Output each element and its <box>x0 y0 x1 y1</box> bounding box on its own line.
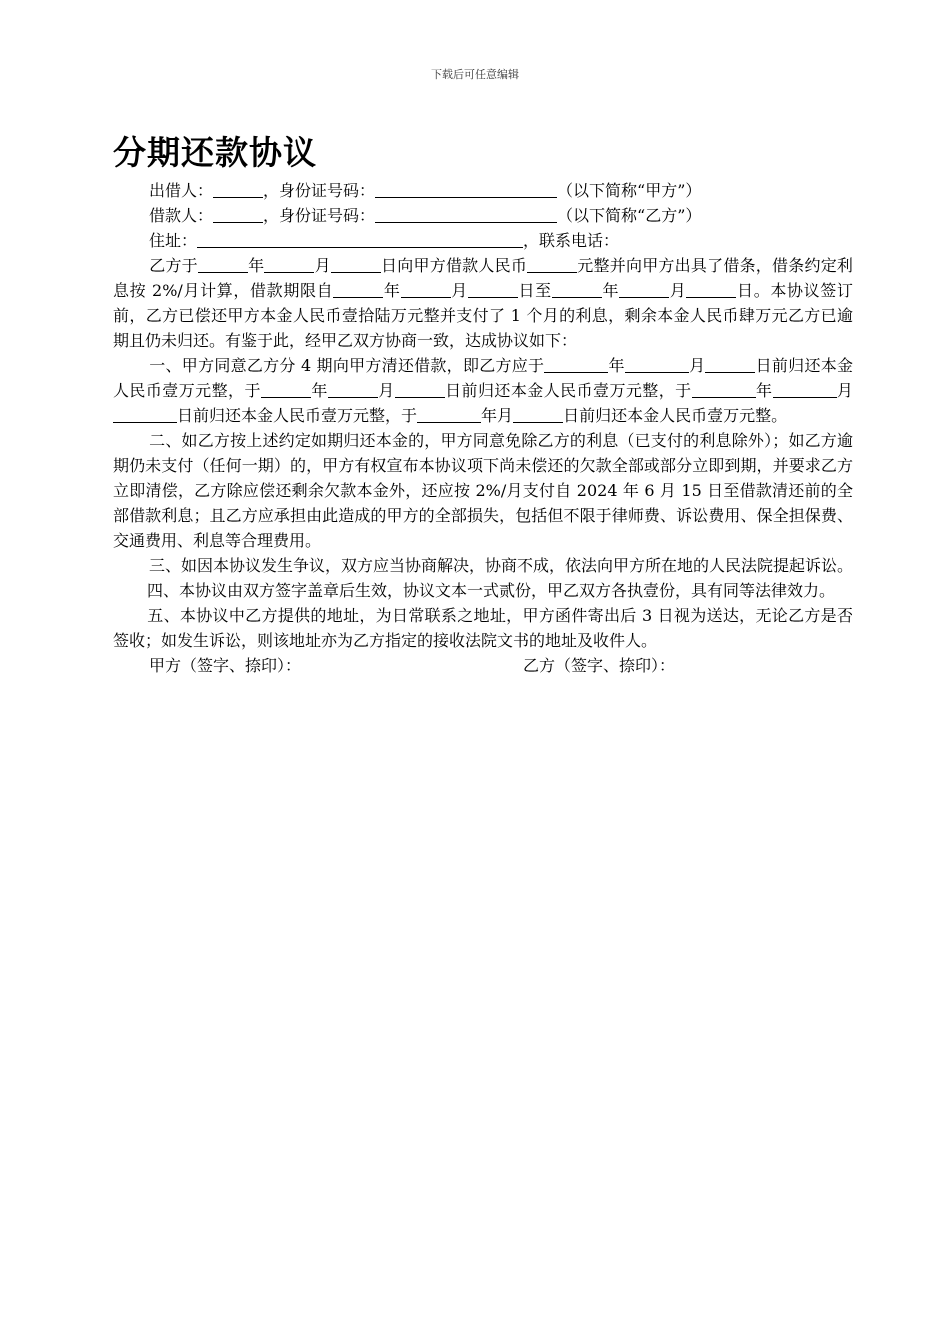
year-label: 年 <box>247 256 265 275</box>
lender-line <box>113 178 853 203</box>
clause-5-text: 五、本协议中乙方提供的地址，为日常联系之地址，甲方函件寄出后 3 日视为送达，无论乙方是否签收；如发生诉讼，则该地址亦为乙方指定的接收法院文书的地址及收件人。 <box>113 606 853 650</box>
year-label: 年 <box>310 381 328 400</box>
blank <box>264 256 314 273</box>
month-label: 月 <box>836 381 853 400</box>
blank <box>705 356 755 373</box>
borrower-name-blank <box>213 206 263 223</box>
document-title: 分期还款协议 <box>113 133 317 172</box>
intro-text: 日向甲方借款人民币 <box>380 256 528 275</box>
blank <box>113 406 177 423</box>
blank <box>692 381 756 398</box>
lender-id-blank <box>375 181 557 198</box>
borrower-alias: （以下简称“乙方”） <box>557 206 702 225</box>
clause-1-text: 。 <box>771 406 788 425</box>
clause-1-text: ，于 <box>658 381 692 400</box>
blank <box>328 381 378 398</box>
month-label: 月 <box>314 256 331 275</box>
month-label: 月 <box>450 281 468 300</box>
installment-text: 日前归还本金人民币壹万元整 <box>563 406 772 425</box>
header-note: 下载后可任意编辑 <box>431 68 519 81</box>
document-body <box>113 178 853 678</box>
clause-1-text: ，于 <box>228 381 261 400</box>
blank <box>417 406 481 423</box>
borrower-label: 借款人： <box>149 206 214 225</box>
blank <box>619 281 669 298</box>
lender-name-blank <box>213 181 263 198</box>
month-label: 月 <box>497 406 514 425</box>
installment-text: 日前归还本金人民币壹万元整 <box>177 406 386 425</box>
intro-text: 日。本协议签订前，乙方已偿还甲方本金人民币壹拾陆万元整并支付了 1 个月的利息，剩余本金人民币肆万元乙方已逾期且仍未归还。有鉴于此，经甲乙双方协商一致，达成协议如下： <box>113 281 853 350</box>
blank <box>773 381 837 398</box>
year-label: 年 <box>383 281 401 300</box>
clause-2 <box>113 428 853 553</box>
blank <box>544 356 608 373</box>
clause-2-text: 二、如乙方按上述约定如期归还本金的，甲方同意免除乙方的利息（已支付的利息除外）；如乙方逾期仍未支付（任何一期）的，甲方有权宣布本协议项下尚未偿还的欠款全部或部分立即到期，并要求乙方立即清偿，乙方除应偿还剩余欠款本金外，还应按 2%/月支付自 2024 年 6 月 15 日至借款清还前的全部借款利息；且乙方应承担由此造成的甲方的全部损失，包括但不限于律师费、诉讼费用、保全担保费、交通费用、利息等合理费用。 <box>113 431 853 550</box>
phone-label: ，联系电话： <box>523 231 620 250</box>
party-a-signature-label: 甲方（签字、捺印）： <box>149 656 302 675</box>
month-label: 月 <box>669 281 687 300</box>
borrower-id-label: ，身份证号码： <box>263 206 376 225</box>
clause-5 <box>113 603 853 653</box>
address-label: 住址： <box>149 231 198 250</box>
blank <box>261 381 311 398</box>
clause-1 <box>113 353 853 428</box>
blank <box>686 281 736 298</box>
intro-text: 元整并向甲方出具了借条，借条约定利息按 2%/月计算，借款期限自 <box>113 256 853 300</box>
blank <box>468 281 518 298</box>
blank <box>331 256 381 273</box>
year-label: 年 <box>481 406 498 425</box>
blank <box>198 256 248 273</box>
clause-1-text: 一、甲方同意乙方分 4 期向甲方清还借款，即乙方应于 <box>149 356 545 375</box>
lender-id-label: ，身份证号码： <box>263 181 376 200</box>
clause-1-text: ，于 <box>385 406 418 425</box>
clause-4-text: 四、本协议由双方签字盖章后生效，协议文本一式贰份，甲乙双方各执壹份，具有同等法律效力。 <box>147 581 836 600</box>
clause-3 <box>113 553 853 578</box>
amount-blank <box>527 256 577 273</box>
blank <box>401 281 451 298</box>
intro-paragraph <box>113 253 853 353</box>
installment-text: 日前归还本金人民币壹万元整 <box>444 381 659 400</box>
month-label: 月 <box>377 381 395 400</box>
address-line <box>113 228 853 253</box>
clause-4 <box>113 578 853 603</box>
signature-line <box>113 653 853 678</box>
blank <box>513 406 563 423</box>
month-label: 月 <box>688 356 706 375</box>
party-b-signature-label: 乙方（签字、捺印）： <box>523 656 676 675</box>
year-label: 年 <box>755 381 773 400</box>
installment-text: 日前归还本金人民币壹万元整 <box>113 356 853 400</box>
intro-text: 日至 <box>517 281 552 300</box>
address-blank <box>197 231 523 248</box>
clause-3-text: 三、如因本协议发生争议，双方应当协商解决，协商不成，依法向甲方所在地的人民法院提起诉讼。 <box>149 556 854 575</box>
blank <box>395 381 445 398</box>
borrower-id-blank <box>375 206 557 223</box>
borrower-line <box>113 203 853 228</box>
blank <box>552 281 602 298</box>
blank <box>625 356 689 373</box>
year-label: 年 <box>608 356 625 375</box>
year-label: 年 <box>601 281 620 300</box>
blank <box>333 281 383 298</box>
lender-label: 出借人： <box>149 181 214 200</box>
intro-text: 乙方于 <box>149 256 198 275</box>
lender-alias: （以下简称“甲方”） <box>557 181 702 200</box>
